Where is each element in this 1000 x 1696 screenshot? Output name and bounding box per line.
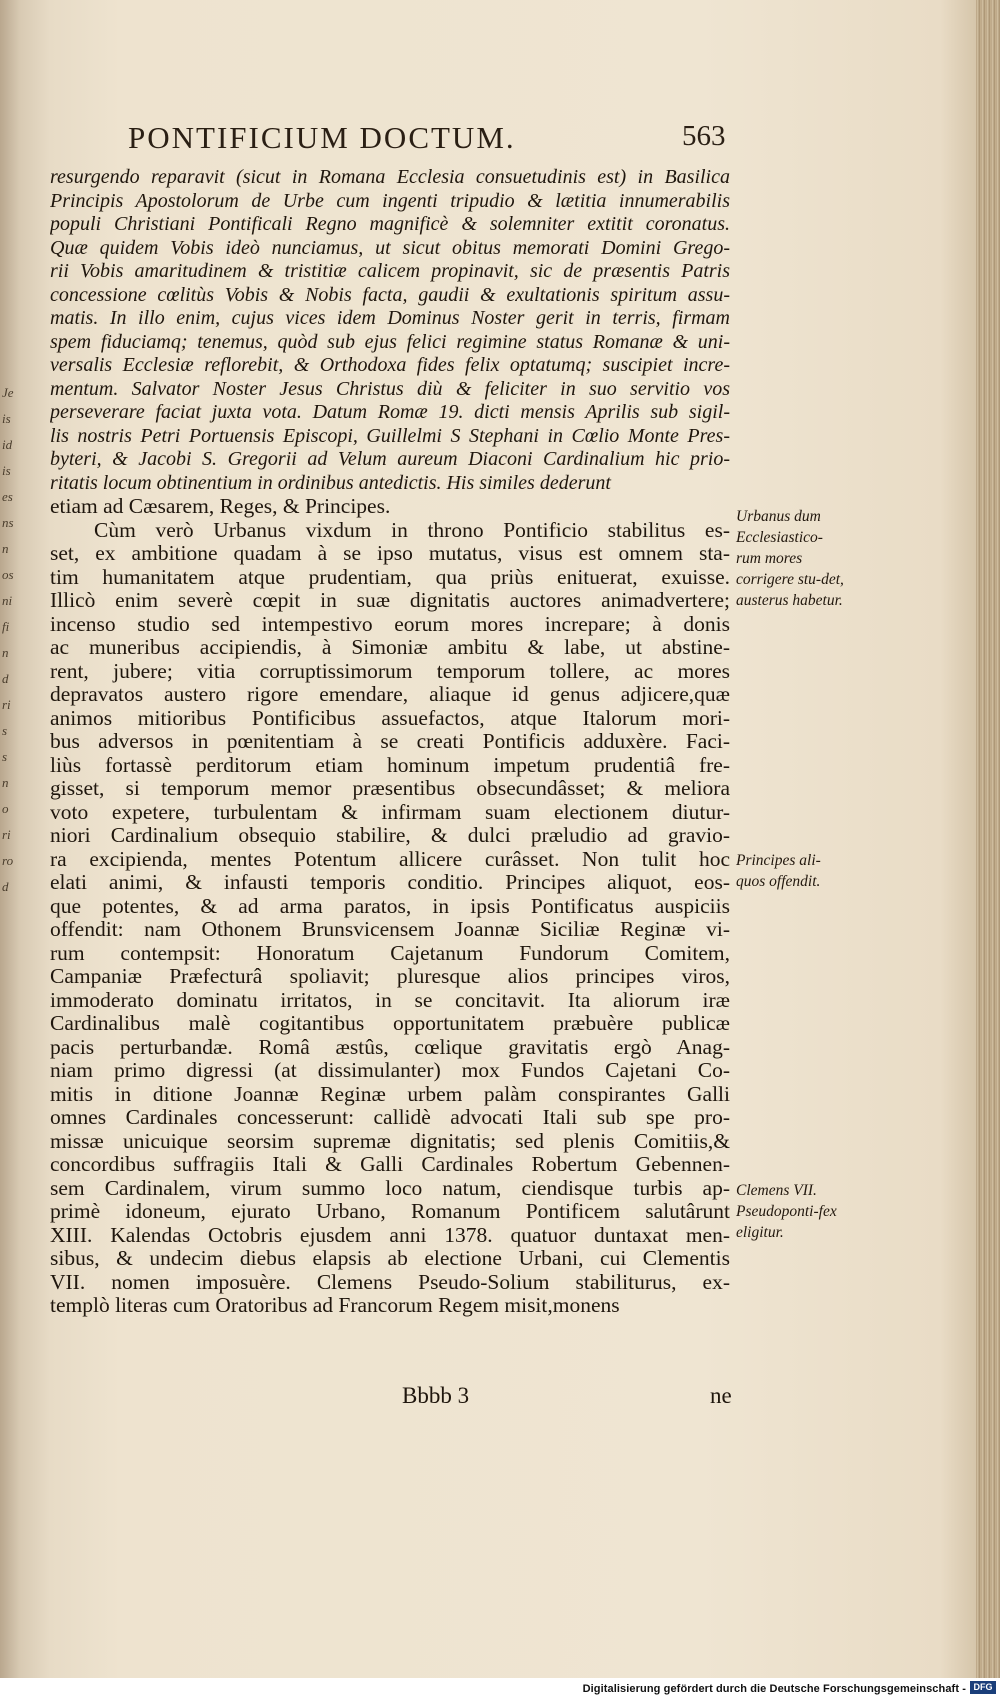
text-line: niori Cardinalium obsequio stabilire, & dulci præludio ad gravio-: [50, 824, 730, 847]
gutter-fragment: ri: [2, 697, 11, 712]
gutter-fragment: es: [2, 489, 13, 504]
gutter-fragment: n: [2, 645, 9, 660]
text-line: ritatis locum obtinentium in ordinibus antedictis. His similes dederunt: [50, 471, 611, 494]
text-line: resurgendo reparavit (sicut in Romana Ecclesia consuetudinis est) in Basilica: [50, 166, 730, 188]
text-line: lis nostris Petri Portuensis Episcopi, Guillelmi S Stephani in Cœlio Monte Pres-: [50, 424, 730, 447]
signature-mark: Bbbb 3: [402, 1383, 470, 1408]
text-line: immoderato dominatu irritatos, in se concitavit. Ita aliorum iræ: [50, 988, 730, 1012]
gutter-fragment: s: [2, 749, 8, 764]
margin-note-principes: Principes ali-quos offendit.: [736, 852, 821, 890]
text-line: populi Christiani Pontificali Regno magnificè & solemniter extitit coronatus.: [50, 213, 730, 235]
text-line: Cùm verò Urbanus vixdum in throno Pontificio stabilitus es-: [94, 518, 730, 542]
roman-main-text: [50, 495, 730, 1318]
margin-note-clemens: Clemens VII. Pseudoponti-fex eligitur.: [736, 1182, 837, 1241]
text-line: sibus, & undecim diebus elapsis ab electione Urbani, cui Clementis: [50, 1247, 730, 1270]
text-line: tim humanitatem atque prudentiam, qua priùs enituerat, exuisse.: [50, 565, 730, 589]
text-line: Quæ quidem Vobis ideò nunciamus, ut sicut obitus memorati Domini Grego-: [50, 236, 730, 259]
text-line: rent, jubere; vitia corruptissimorum temporum tollere, ac mores: [50, 659, 730, 683]
text-line: omnes Cardinales concesserunt: callidè advocati Itali sub spe pro-: [50, 1106, 730, 1129]
text-line: bus adversos in pœnitentiam à se creati Pontificis adduxère. Faci-: [50, 730, 730, 753]
gutter-fragment: ns: [2, 515, 14, 530]
text-line: concordibus suffragiis Itali & Galli Cardinales Robertum Gebennen-: [50, 1153, 730, 1176]
gutter-fragment: fi: [2, 619, 10, 634]
text-line: ac muneribus accipiendis, à Simoniæ ambitu & labe, ut abstine-: [50, 636, 730, 659]
catchword: ne: [710, 1383, 732, 1408]
text-line: concessione cœlitùs Vobis & Nobis facta, gaudii & exultationis spiritum assu-: [50, 283, 730, 306]
text-line: sem Cardinalem, virum summo loco natum, ciendisque turbis ap-: [50, 1176, 730, 1200]
text-line: templò literas cum Oratoribus ad Francorum Regem misit,monens: [50, 1294, 620, 1317]
text-line: voto expetere, turbulentam & infirmam suam electionem diutur-: [50, 800, 730, 824]
text-line: set, ex ambitione quadam à se ipso mutatus, visus est omnem sta-: [50, 542, 730, 565]
gutter-fragment: s: [2, 723, 8, 738]
italic-letter-text: [50, 166, 730, 495]
gutter-fragment: ri: [2, 827, 11, 842]
text-line: elati animi, & infausti temporis conditio. Principes aliquot, eos-: [50, 871, 730, 894]
text-line: offendit: nam Othonem Brunsvicensem Joannæ Siciliæ Reginæ vi-: [50, 918, 730, 941]
text-line: spem fiduciamq; tenemus, quòd sub ejus felici regimine status Romanæ & uni-: [50, 330, 730, 353]
gutter-fragment: n: [2, 541, 9, 556]
text-line: Principis Apostolorum de Urbe cum ingenti tripudio & lætitia innumerabilis: [50, 189, 730, 212]
text-line: mentum. Salvator Noster Jesus Christus diù & feliciter in suo servitio vos: [50, 377, 730, 400]
text-line: byteri, & Jacobi S. Gregorii ad Velum aureum Diaconi Cardinalium hic prio-: [50, 448, 730, 470]
body-text: [50, 166, 730, 1318]
margin-note-urbanus: Urbanus dum Ecclesiastico-rum mores corrigere stu-det, austerus habetur.: [736, 508, 844, 609]
text-line: XIII. Kalendas Octobris ejusdem anni 1378. quatuor duntaxat men-: [50, 1223, 730, 1247]
text-line: animos mitioribus Pontificibus assuefactos, atque Italorum mori-: [50, 706, 730, 730]
text-line: que potentes, & ad arma paratos, in ipsis Pontificatus auspiciis: [50, 894, 730, 918]
running-head: PONTIFICIUM DOCTUM.: [128, 120, 516, 155]
text-line: rii Vobis amaritudinem & tristitiæ calicem propinavit, sic de præsentis Patris: [50, 260, 730, 282]
facing-page-gutter-fragments: [0, 380, 26, 900]
digitization-credit-bar: [0, 1678, 1000, 1696]
page-fore-edge: [976, 0, 1000, 1680]
gutter-fragment: Je: [2, 385, 14, 400]
gutter-fragment: d: [2, 671, 9, 686]
text-line: VII. nomen imposuère. Clemens Pseudo-Solium stabiliturus, ex-: [50, 1270, 730, 1294]
text-line: ra excipienda, mentes Potentum allicere curâsset. Non tulit hoc: [50, 847, 730, 871]
gutter-fragment: is: [2, 463, 11, 478]
text-line: primè idoneum, ejurato Urbano, Romanum Pontificem salutârunt: [50, 1200, 730, 1223]
gutter-fragment: n: [2, 775, 9, 790]
page-number: 563: [682, 120, 726, 152]
text-line: depravatos austero rigore emendare, aliaque id genus adjicere,quæ: [50, 683, 730, 706]
text-line: matis. In illo enim, cujus vices idem Dominus Noster gerit in terris, firmam: [50, 307, 730, 329]
gutter-fragment: is: [2, 411, 11, 426]
text-line: perseverare faciat juxta vota. Datum Romæ 19. dicti mensis Aprilis sub sigil-: [50, 401, 730, 423]
text-line: versalis Ecclesiæ reflorebit, & Orthodoxa fides felix optatumq; suscipiet incre-: [50, 354, 730, 376]
text-line: Cardinalibus malè cogitantibus opportunitatem præbuère publicæ: [50, 1012, 730, 1035]
text-line: gisset, si temporum memor præsentibus obsecundâsset; & meliora: [50, 777, 730, 800]
text-line: Illicò enim severè cœpit in suæ dignitatis auctores animadvertere;: [50, 589, 730, 612]
credit-text: Digitalisierung gefördert durch die Deutsche Forschungsgemeinschaft -: [582, 1683, 966, 1695]
gutter-fragment: id: [2, 437, 13, 452]
gutter-fragment: ro: [2, 853, 14, 868]
text-line: incenso studio sed intempestivo eorum mores increpare; à donis: [50, 612, 730, 636]
gutter-fragment: d: [2, 879, 9, 894]
gutter-fragment: os: [2, 567, 14, 582]
text-line: Campaniæ Præfecturâ spoliavit; pluresque alios principes viros,: [50, 965, 730, 988]
text-line: rum contempsit: Honoratum Cajetanum Fundorum Comitem,: [50, 941, 730, 965]
text-line: missæ unicuique seorsim supremæ dignitatis; sed plenis Comitiis,&: [50, 1129, 730, 1153]
text-line: liùs fortassè perditorum etiam hominum impetum prudentiâ fre-: [50, 753, 730, 777]
text-line: pacis perturbandæ. Româ æstûs, cœlique gravitatis ergò Anag-: [50, 1035, 730, 1059]
text-line: etiam ad Cæsarem, Reges, & Principes.: [50, 495, 391, 518]
text-line: mitis in ditione Joannæ Reginæ urbem palàm conspirantes Galli: [50, 1082, 730, 1106]
gutter-fragment: o: [2, 801, 9, 816]
dfg-logo: DFG: [970, 1681, 996, 1694]
text-line: niam primo digressi (at dissimulanter) mox Fundos Cajetani Co-: [50, 1059, 730, 1082]
gutter-fragment: ni: [2, 593, 13, 608]
